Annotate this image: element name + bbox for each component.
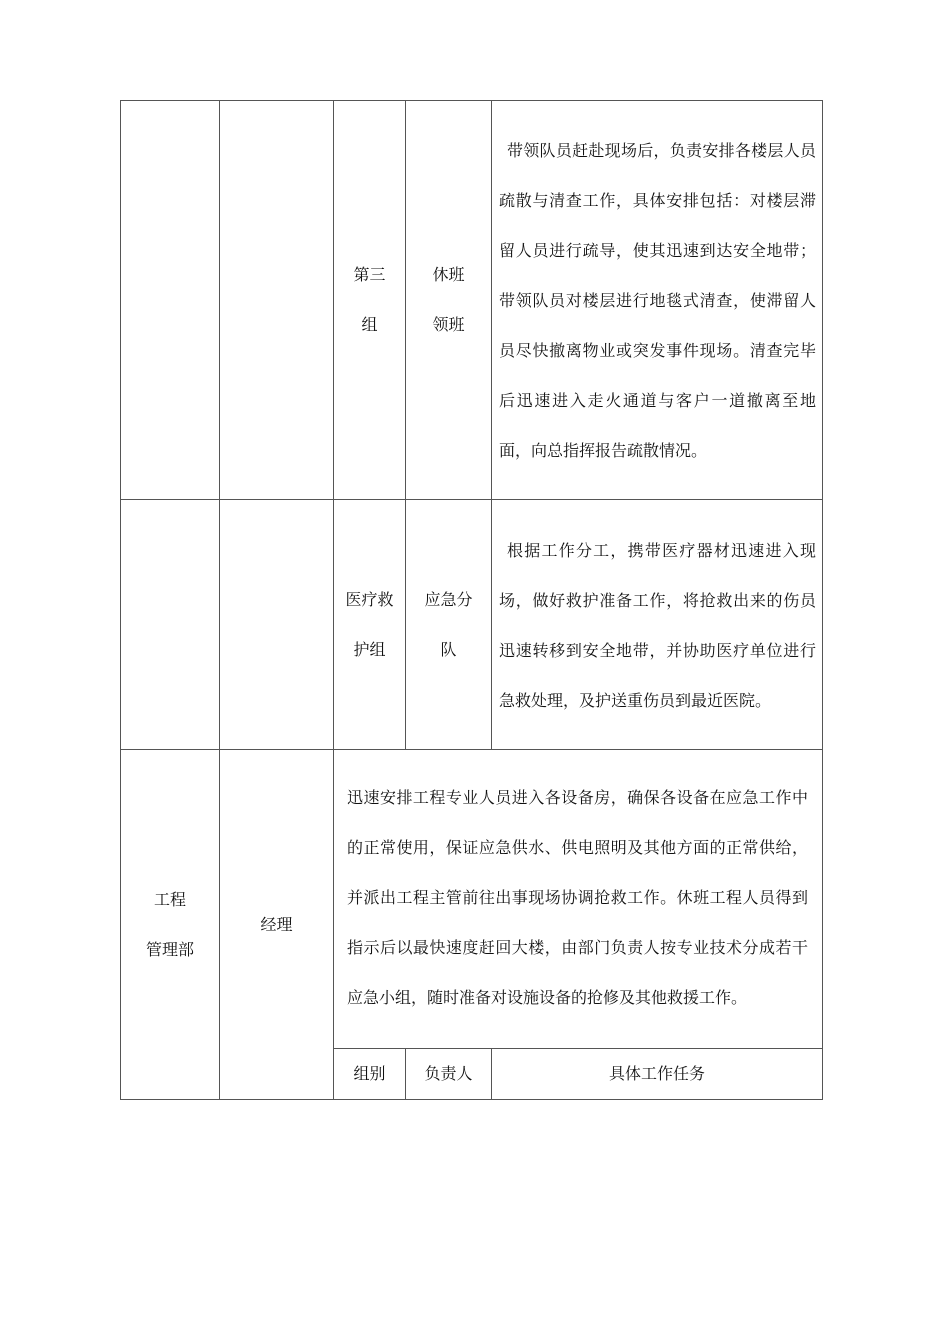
department-duties-cell (334, 750, 823, 1049)
task-text: 带领队员赶赴现场后，负责安排各楼层人员疏散与清查工作，具体安排包括：对楼层滞留人员进行疏导，使其迅速到达安全地带；带领队员对楼层进行地毯式清查，使滞留人员尽快撤离物业或突发事件现场。清查完毕后迅速进入走火通道与客户一道撤离至地面，向总指挥报告疏散情况。 (499, 141, 816, 460)
empty-head-cell (220, 101, 334, 500)
task-text: 根据工作分工，携带医疗器材迅速进入现场，做好救护准备工作，将抢救出来的伤员迅速转移到安全地带，并协助医疗单位进行急救处理，及护送重伤员到最近医院。 (499, 540, 816, 710)
department-name-line-1: 工程 (153, 889, 186, 909)
department-head: 经理 (260, 914, 293, 934)
table-row (121, 500, 823, 750)
table-row (121, 750, 823, 1049)
empty-head-cell (220, 500, 334, 750)
leader-line-1: 应急分 (424, 589, 473, 609)
department-name-line-2: 管理部 (145, 939, 194, 959)
empty-dept-cell (121, 500, 220, 750)
task-cell (492, 101, 823, 500)
header-group: 组别 (334, 1049, 406, 1100)
department-head-cell (220, 750, 334, 1100)
leader-cell (406, 101, 492, 500)
task-cell (492, 500, 823, 750)
empty-dept-cell (121, 101, 220, 500)
leader-line-1: 休班 (432, 265, 465, 284)
emergency-duty-table (120, 100, 823, 1100)
group-cell (334, 101, 406, 500)
department-cell (121, 750, 220, 1100)
leader-line-2: 队 (440, 639, 457, 659)
group-name-line-1: 第三 (353, 265, 386, 284)
header-leader: 负责人 (406, 1049, 492, 1100)
group-cell (334, 500, 406, 750)
table-row (121, 101, 823, 500)
department-duties-text: 迅速安排工程专业人员进入各设备房，确保各设备在应急工作中的正常使用，保证应急供水、供电照明及其他方面的正常供给，并派出工程主管前往出事现场协调抢救工作。休班工程人员得到指示后以最快速度赶回大楼，由部门负责人按专业技术分成若干应急小组，随时准备对设施设备的抢修及其他救援工作。 (347, 787, 808, 1007)
group-name-line-1: 医疗救 (345, 589, 394, 609)
leader-cell (406, 500, 492, 750)
group-name-line-2: 护组 (353, 639, 386, 659)
group-name-line-2: 组 (361, 315, 378, 334)
header-task: 具体工作任务 (492, 1049, 823, 1100)
leader-line-2: 领班 (432, 315, 465, 334)
